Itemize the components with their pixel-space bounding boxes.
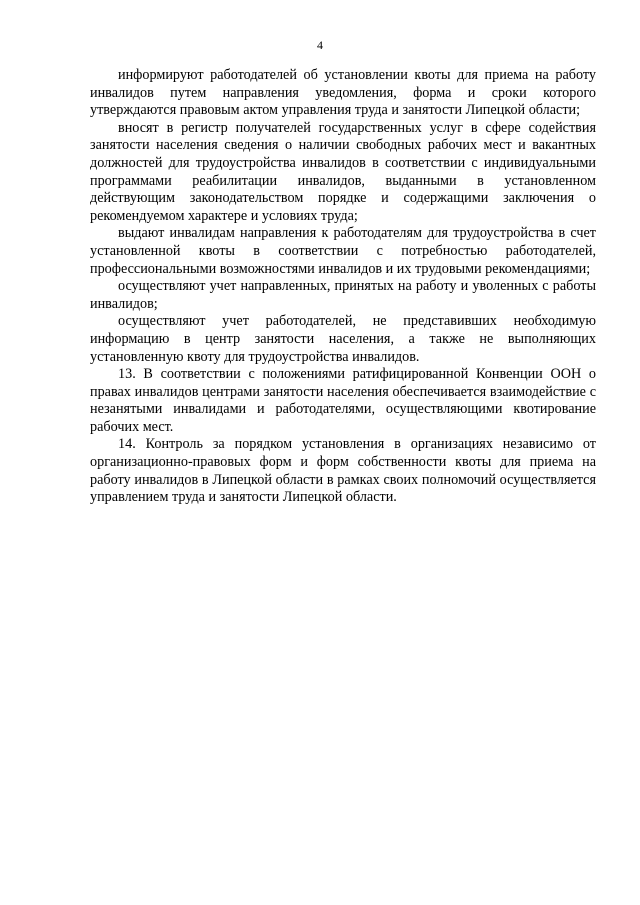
document-body: [90, 67, 596, 507]
paragraph-track-referred: осуществляют учет направленных, принятых на работу и уволенных с работы инвалидов;: [90, 278, 596, 312]
paragraph-track-employers: осуществляют учет работодателей, не представивших необходимую информацию в центр занятости населения, а также не выполняющих установленную квоту для трудоустройства инвалидов.: [90, 313, 596, 365]
paragraph-register-vacancies: вносят в регистр получателей государственных услуг в сфере содействия занятости населения сведения о наличии свободных рабочих мест и вакантных должностей для трудоустройства инвалидов в соответствии с индивидуальными программами реабилитации инвалидов, выданными в установленном действующим законодательством порядке и содержащими заключения о рекомендуемом характере и условиях труда;: [90, 119, 596, 224]
paragraph-inform-employers: информируют работодателей об установлении квоты для приема на работу инвалидов путем направления уведомления, форма и сроки которого утверждаются правовым актом управления труда и занятости Липецкой области;: [90, 67, 596, 119]
paragraph-issue-referrals: выдают инвалидам направления к работодателям для трудоустройства в счет установленной квоты в соответствии с потребностью работодателей, профессиональными возможностями инвалидов и их трудовыми рекомендациями;: [90, 225, 596, 277]
paragraph-14-control: 14. Контроль за порядком установления в организациях независимо от организационно-правовых форм и форм собственности квоты для приема на работу инвалидов в Липецкой области в рамках своих полномочий осуществляется управлением труда и занятости Липецкой области.: [90, 436, 596, 506]
page-number: 4: [317, 38, 323, 52]
paragraph-13-un-convention: 13. В соответствии с положениями ратифицированной Конвенции ООН о правах инвалидов центрами занятости населения обеспечивается взаимодействие с незанятыми инвалидами и работодателями, осуществляющими квотирование рабочих мест.: [90, 366, 596, 435]
